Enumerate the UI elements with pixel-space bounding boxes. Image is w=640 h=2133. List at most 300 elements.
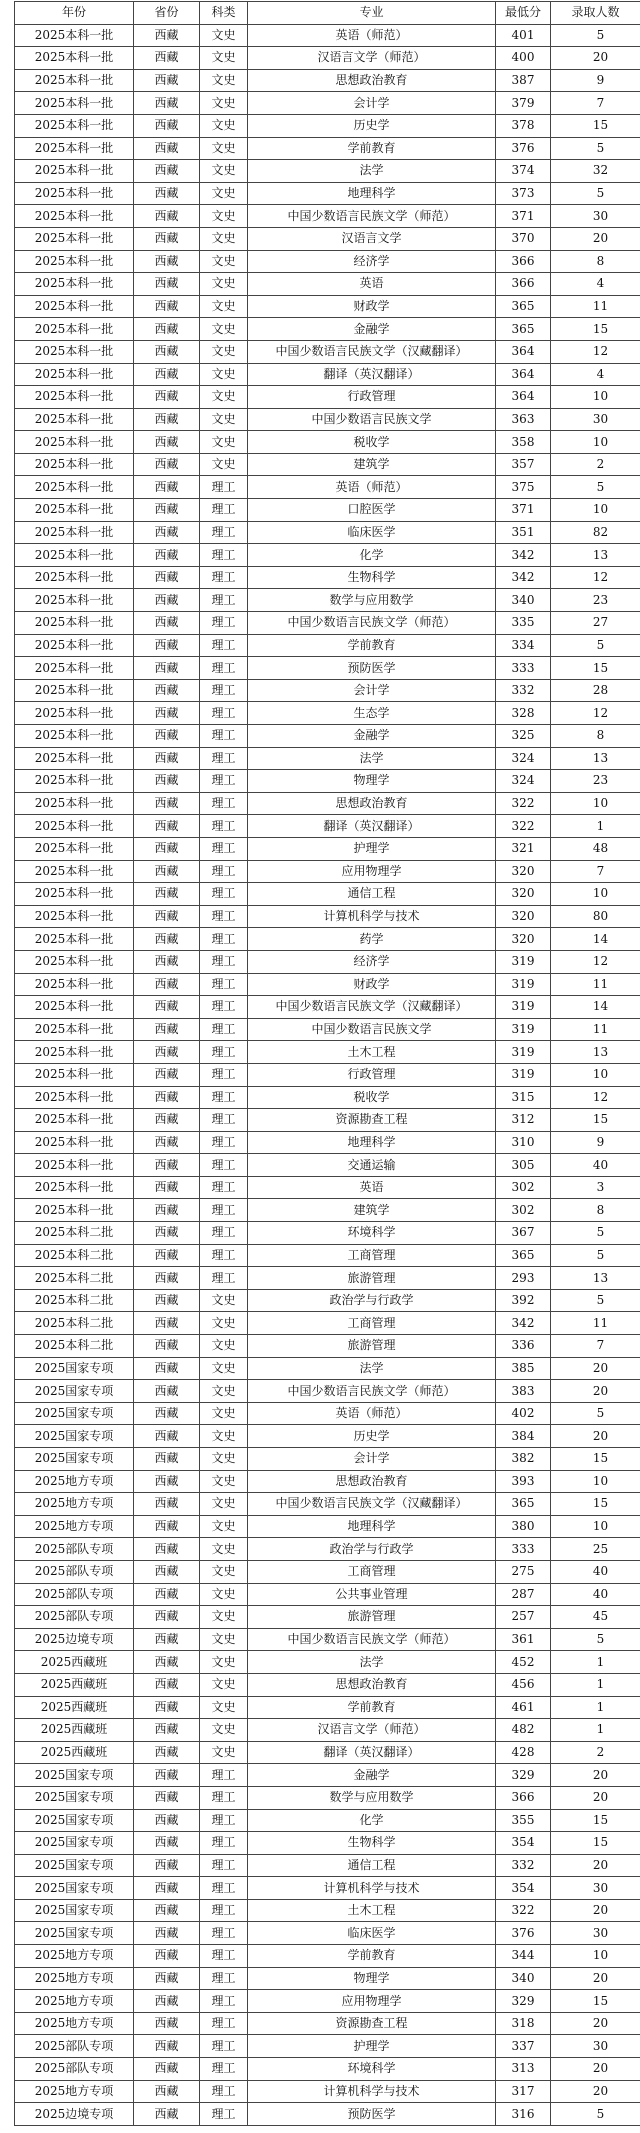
cell-province: 西藏 bbox=[134, 1967, 200, 1990]
cell-admitted-count: 1 bbox=[551, 1696, 640, 1719]
cell-year: 2025本科一批 bbox=[15, 1086, 134, 1109]
table-row bbox=[15, 1741, 640, 1764]
cell-min-score: 376 bbox=[496, 1922, 551, 1945]
cell-category: 文史 bbox=[200, 1312, 248, 1335]
table-row bbox=[15, 634, 640, 657]
table-row bbox=[15, 1154, 640, 1177]
cell-province: 西藏 bbox=[134, 182, 200, 205]
cell-province: 西藏 bbox=[134, 905, 200, 928]
cell-category: 文史 bbox=[200, 1628, 248, 1651]
cell-province: 西藏 bbox=[134, 1583, 200, 1606]
cell-province: 西藏 bbox=[134, 1945, 200, 1968]
cell-major: 学前教育 bbox=[248, 1696, 496, 1719]
cell-year: 2025西藏班 bbox=[15, 1719, 134, 1742]
cell-major: 英语（师范） bbox=[248, 24, 496, 47]
cell-min-score: 320 bbox=[496, 905, 551, 928]
cell-category: 理工 bbox=[200, 1222, 248, 1245]
cell-category: 文史 bbox=[200, 273, 248, 296]
cell-year: 2025本科一批 bbox=[15, 1109, 134, 1132]
cell-year: 2025本科一批 bbox=[15, 589, 134, 612]
header-province: 省份 bbox=[134, 2, 200, 25]
cell-year: 2025本科一批 bbox=[15, 386, 134, 409]
table-row bbox=[15, 1990, 640, 2013]
table-row bbox=[15, 1063, 640, 1086]
cell-year: 2025本科一批 bbox=[15, 837, 134, 860]
cell-province: 西藏 bbox=[134, 1018, 200, 1041]
cell-year: 2025本科一批 bbox=[15, 634, 134, 657]
cell-category: 文史 bbox=[200, 1357, 248, 1380]
cell-admitted-count: 13 bbox=[551, 1267, 640, 1290]
table-row bbox=[15, 137, 640, 160]
cell-year: 2025本科一批 bbox=[15, 227, 134, 250]
cell-province: 西藏 bbox=[134, 1199, 200, 1222]
cell-min-score: 354 bbox=[496, 1832, 551, 1855]
cell-admitted-count: 15 bbox=[551, 1990, 640, 2013]
cell-min-score: 371 bbox=[496, 205, 551, 228]
cell-admitted-count: 15 bbox=[551, 318, 640, 341]
cell-admitted-count: 5 bbox=[551, 137, 640, 160]
cell-major: 英语（师范） bbox=[248, 476, 496, 499]
cell-year: 2025地方专项 bbox=[15, 2012, 134, 2035]
table-row bbox=[15, 1222, 640, 1245]
table-row bbox=[15, 973, 640, 996]
cell-admitted-count: 5 bbox=[551, 1289, 640, 1312]
cell-min-score: 310 bbox=[496, 1131, 551, 1154]
cell-admitted-count: 8 bbox=[551, 1199, 640, 1222]
cell-major: 生态学 bbox=[248, 702, 496, 725]
table-row bbox=[15, 1877, 640, 1900]
table-row bbox=[15, 905, 640, 928]
cell-major: 通信工程 bbox=[248, 1854, 496, 1877]
cell-min-score: 334 bbox=[496, 634, 551, 657]
cell-major: 生物科学 bbox=[248, 566, 496, 589]
table-row bbox=[15, 1312, 640, 1335]
cell-admitted-count: 30 bbox=[551, 205, 640, 228]
cell-admitted-count: 2 bbox=[551, 453, 640, 476]
cell-category: 理工 bbox=[200, 657, 248, 680]
cell-province: 西藏 bbox=[134, 205, 200, 228]
cell-year: 2025本科一批 bbox=[15, 725, 134, 748]
cell-year: 2025边境专项 bbox=[15, 1628, 134, 1651]
table-row bbox=[15, 1335, 640, 1358]
table-row bbox=[15, 1357, 640, 1380]
table-row bbox=[15, 1945, 640, 1968]
cell-min-score: 452 bbox=[496, 1651, 551, 1674]
cell-category: 理工 bbox=[200, 1154, 248, 1177]
cell-year: 2025本科二批 bbox=[15, 1222, 134, 1245]
cell-min-score: 370 bbox=[496, 227, 551, 250]
cell-category: 理工 bbox=[200, 1877, 248, 1900]
cell-admitted-count: 13 bbox=[551, 544, 640, 567]
table-row bbox=[15, 1899, 640, 1922]
table-row bbox=[15, 725, 640, 748]
cell-province: 西藏 bbox=[134, 227, 200, 250]
table-row bbox=[15, 408, 640, 431]
table-row bbox=[15, 182, 640, 205]
table-row bbox=[15, 1448, 640, 1471]
cell-min-score: 379 bbox=[496, 92, 551, 115]
cell-admitted-count: 20 bbox=[551, 1854, 640, 1877]
cell-min-score: 332 bbox=[496, 679, 551, 702]
cell-major: 化学 bbox=[248, 544, 496, 567]
cell-year: 2025本科一批 bbox=[15, 431, 134, 454]
cell-province: 西藏 bbox=[134, 837, 200, 860]
cell-year: 2025本科一批 bbox=[15, 905, 134, 928]
cell-year: 2025部队专项 bbox=[15, 1560, 134, 1583]
cell-min-score: 378 bbox=[496, 114, 551, 137]
cell-admitted-count: 4 bbox=[551, 363, 640, 386]
cell-category: 理工 bbox=[200, 1131, 248, 1154]
cell-category: 理工 bbox=[200, 1109, 248, 1132]
cell-category: 理工 bbox=[200, 2058, 248, 2081]
cell-major: 中国少数语言民族文学（师范） bbox=[248, 1380, 496, 1403]
cell-major: 汉语言文学（师范） bbox=[248, 1719, 496, 1742]
cell-year: 2025本科一批 bbox=[15, 1041, 134, 1064]
cell-province: 西藏 bbox=[134, 340, 200, 363]
table-row bbox=[15, 566, 640, 589]
cell-major: 物理学 bbox=[248, 770, 496, 793]
cell-min-score: 401 bbox=[496, 24, 551, 47]
cell-major: 建筑学 bbox=[248, 1199, 496, 1222]
cell-year: 2025本科二批 bbox=[15, 1244, 134, 1267]
cell-province: 西藏 bbox=[134, 363, 200, 386]
cell-major: 学前教育 bbox=[248, 137, 496, 160]
cell-major: 法学 bbox=[248, 160, 496, 183]
cell-year: 2025本科一批 bbox=[15, 1176, 134, 1199]
cell-category: 理工 bbox=[200, 544, 248, 567]
cell-min-score: 315 bbox=[496, 1086, 551, 1109]
table-row bbox=[15, 1854, 640, 1877]
cell-category: 文史 bbox=[200, 408, 248, 431]
cell-major: 旅游管理 bbox=[248, 1335, 496, 1358]
cell-admitted-count: 20 bbox=[551, 1786, 640, 1809]
cell-category: 理工 bbox=[200, 973, 248, 996]
cell-province: 西藏 bbox=[134, 2035, 200, 2058]
table-row bbox=[15, 702, 640, 725]
cell-year: 2025西藏班 bbox=[15, 1651, 134, 1674]
cell-year: 2025本科一批 bbox=[15, 453, 134, 476]
table-row bbox=[15, 1786, 640, 1809]
cell-year: 2025本科一批 bbox=[15, 950, 134, 973]
cell-min-score: 333 bbox=[496, 657, 551, 680]
cell-year: 2025部队专项 bbox=[15, 1583, 134, 1606]
cell-min-score: 365 bbox=[496, 1244, 551, 1267]
cell-province: 西藏 bbox=[134, 318, 200, 341]
cell-min-score: 373 bbox=[496, 182, 551, 205]
cell-year: 2025国家专项 bbox=[15, 1357, 134, 1380]
cell-category: 理工 bbox=[200, 1990, 248, 2013]
cell-major: 中国少数语言民族文学（师范） bbox=[248, 1628, 496, 1651]
cell-major: 土木工程 bbox=[248, 1899, 496, 1922]
table-row bbox=[15, 770, 640, 793]
cell-province: 西藏 bbox=[134, 702, 200, 725]
table-row bbox=[15, 815, 640, 838]
cell-major: 物理学 bbox=[248, 1967, 496, 1990]
table-row bbox=[15, 1131, 640, 1154]
cell-major: 资源勘查工程 bbox=[248, 1109, 496, 1132]
cell-province: 西藏 bbox=[134, 1470, 200, 1493]
cell-min-score: 337 bbox=[496, 2035, 551, 2058]
cell-year: 2025本科二批 bbox=[15, 1312, 134, 1335]
cell-province: 西藏 bbox=[134, 1041, 200, 1064]
cell-year: 2025地方专项 bbox=[15, 1470, 134, 1493]
cell-major: 口腔医学 bbox=[248, 499, 496, 522]
cell-admitted-count: 20 bbox=[551, 2012, 640, 2035]
cell-province: 西藏 bbox=[134, 928, 200, 951]
cell-year: 2025国家专项 bbox=[15, 1380, 134, 1403]
cell-province: 西藏 bbox=[134, 950, 200, 973]
table-row bbox=[15, 47, 640, 70]
cell-admitted-count: 5 bbox=[551, 1222, 640, 1245]
cell-year: 2025本科一批 bbox=[15, 566, 134, 589]
header-admitted-count: 录取人数 bbox=[551, 2, 640, 25]
cell-category: 理工 bbox=[200, 1809, 248, 1832]
cell-major: 交通运输 bbox=[248, 1154, 496, 1177]
cell-category: 文史 bbox=[200, 1673, 248, 1696]
cell-category: 理工 bbox=[200, 589, 248, 612]
cell-category: 理工 bbox=[200, 928, 248, 951]
table-row bbox=[15, 476, 640, 499]
cell-major: 公共事业管理 bbox=[248, 1583, 496, 1606]
cell-category: 文史 bbox=[200, 1560, 248, 1583]
cell-province: 西藏 bbox=[134, 792, 200, 815]
cell-min-score: 325 bbox=[496, 725, 551, 748]
cell-admitted-count: 12 bbox=[551, 566, 640, 589]
table-row bbox=[15, 1267, 640, 1290]
cell-admitted-count: 10 bbox=[551, 1470, 640, 1493]
cell-province: 西藏 bbox=[134, 1402, 200, 1425]
cell-admitted-count: 28 bbox=[551, 679, 640, 702]
cell-admitted-count: 5 bbox=[551, 1244, 640, 1267]
cell-year: 2025国家专项 bbox=[15, 1877, 134, 1900]
cell-major: 思想政治教育 bbox=[248, 792, 496, 815]
cell-province: 西藏 bbox=[134, 1493, 200, 1516]
cell-year: 2025国家专项 bbox=[15, 1402, 134, 1425]
cell-min-score: 361 bbox=[496, 1628, 551, 1651]
cell-min-score: 287 bbox=[496, 1583, 551, 1606]
cell-year: 2025本科一批 bbox=[15, 973, 134, 996]
cell-province: 西藏 bbox=[134, 1425, 200, 1448]
cell-category: 理工 bbox=[200, 2012, 248, 2035]
cell-year: 2025西藏班 bbox=[15, 1673, 134, 1696]
cell-admitted-count: 12 bbox=[551, 702, 640, 725]
cell-min-score: 319 bbox=[496, 996, 551, 1019]
cell-province: 西藏 bbox=[134, 2058, 200, 2081]
cell-admitted-count: 1 bbox=[551, 1673, 640, 1696]
cell-min-score: 375 bbox=[496, 476, 551, 499]
cell-year: 2025本科一批 bbox=[15, 92, 134, 115]
cell-min-score: 329 bbox=[496, 1764, 551, 1787]
cell-major: 法学 bbox=[248, 1651, 496, 1674]
cell-admitted-count: 10 bbox=[551, 431, 640, 454]
cell-province: 西藏 bbox=[134, 476, 200, 499]
cell-year: 2025本科二批 bbox=[15, 1335, 134, 1358]
cell-province: 西藏 bbox=[134, 1222, 200, 1245]
table-row bbox=[15, 1086, 640, 1109]
cell-min-score: 324 bbox=[496, 747, 551, 770]
cell-year: 2025地方专项 bbox=[15, 1967, 134, 1990]
cell-admitted-count: 14 bbox=[551, 928, 640, 951]
cell-min-score: 355 bbox=[496, 1809, 551, 1832]
cell-major: 通信工程 bbox=[248, 883, 496, 906]
cell-major: 会计学 bbox=[248, 92, 496, 115]
cell-year: 2025本科一批 bbox=[15, 792, 134, 815]
cell-year: 2025本科二批 bbox=[15, 1289, 134, 1312]
table-row bbox=[15, 1628, 640, 1651]
cell-admitted-count: 8 bbox=[551, 250, 640, 273]
cell-province: 西藏 bbox=[134, 2103, 200, 2126]
cell-category: 理工 bbox=[200, 2103, 248, 2126]
cell-major: 汉语言文学（师范） bbox=[248, 47, 496, 70]
table-row bbox=[15, 386, 640, 409]
cell-category: 理工 bbox=[200, 905, 248, 928]
cell-min-score: 318 bbox=[496, 2012, 551, 2035]
cell-min-score: 400 bbox=[496, 47, 551, 70]
cell-year: 2025国家专项 bbox=[15, 1899, 134, 1922]
cell-min-score: 367 bbox=[496, 1222, 551, 1245]
table-row bbox=[15, 1515, 640, 1538]
cell-province: 西藏 bbox=[134, 1538, 200, 1561]
cell-major: 政治学与行政学 bbox=[248, 1289, 496, 1312]
cell-year: 2025本科一批 bbox=[15, 1154, 134, 1177]
cell-major: 预防医学 bbox=[248, 657, 496, 680]
cell-major: 会计学 bbox=[248, 1448, 496, 1471]
table-row bbox=[15, 1719, 640, 1742]
cell-category: 文史 bbox=[200, 227, 248, 250]
cell-major: 金融学 bbox=[248, 1764, 496, 1787]
cell-major: 历史学 bbox=[248, 114, 496, 137]
cell-year: 2025本科一批 bbox=[15, 137, 134, 160]
cell-category: 文史 bbox=[200, 1651, 248, 1674]
cell-major: 计算机科学与技术 bbox=[248, 905, 496, 928]
cell-min-score: 320 bbox=[496, 883, 551, 906]
cell-year: 2025本科一批 bbox=[15, 408, 134, 431]
cell-category: 文史 bbox=[200, 250, 248, 273]
cell-admitted-count: 4 bbox=[551, 273, 640, 296]
cell-category: 理工 bbox=[200, 1063, 248, 1086]
cell-category: 文史 bbox=[200, 1470, 248, 1493]
cell-province: 西藏 bbox=[134, 1560, 200, 1583]
cell-year: 2025本科一批 bbox=[15, 612, 134, 635]
cell-province: 西藏 bbox=[134, 1380, 200, 1403]
cell-admitted-count: 40 bbox=[551, 1560, 640, 1583]
cell-admitted-count: 7 bbox=[551, 1335, 640, 1358]
cell-major: 中国少数语言民族文学 bbox=[248, 408, 496, 431]
cell-admitted-count: 5 bbox=[551, 182, 640, 205]
cell-province: 西藏 bbox=[134, 1764, 200, 1787]
cell-province: 西藏 bbox=[134, 453, 200, 476]
table-row bbox=[15, 1425, 640, 1448]
cell-min-score: 365 bbox=[496, 295, 551, 318]
cell-major: 金融学 bbox=[248, 318, 496, 341]
cell-year: 2025本科一批 bbox=[15, 1063, 134, 1086]
cell-category: 理工 bbox=[200, 1176, 248, 1199]
cell-min-score: 322 bbox=[496, 1899, 551, 1922]
cell-admitted-count: 20 bbox=[551, 1357, 640, 1380]
cell-min-score: 366 bbox=[496, 273, 551, 296]
cell-province: 西藏 bbox=[134, 137, 200, 160]
cell-year: 2025地方专项 bbox=[15, 1945, 134, 1968]
cell-year: 2025本科一批 bbox=[15, 363, 134, 386]
cell-province: 西藏 bbox=[134, 1628, 200, 1651]
table-row bbox=[15, 205, 640, 228]
cell-admitted-count: 20 bbox=[551, 2080, 640, 2103]
cell-admitted-count: 15 bbox=[551, 1832, 640, 1855]
cell-category: 理工 bbox=[200, 521, 248, 544]
cell-category: 理工 bbox=[200, 1786, 248, 1809]
cell-major: 税收学 bbox=[248, 1086, 496, 1109]
cell-category: 理工 bbox=[200, 2080, 248, 2103]
cell-major: 护理学 bbox=[248, 2035, 496, 2058]
cell-min-score: 322 bbox=[496, 815, 551, 838]
cell-min-score: 316 bbox=[496, 2103, 551, 2126]
cell-major: 财政学 bbox=[248, 295, 496, 318]
cell-category: 文史 bbox=[200, 1606, 248, 1629]
cell-year: 2025国家专项 bbox=[15, 1854, 134, 1877]
cell-min-score: 319 bbox=[496, 1041, 551, 1064]
table-row bbox=[15, 160, 640, 183]
admission-table bbox=[14, 1, 640, 2126]
cell-year: 2025本科一批 bbox=[15, 1199, 134, 1222]
cell-min-score: 393 bbox=[496, 1470, 551, 1493]
cell-major: 财政学 bbox=[248, 973, 496, 996]
cell-min-score: 332 bbox=[496, 1854, 551, 1877]
cell-admitted-count: 10 bbox=[551, 1945, 640, 1968]
cell-province: 西藏 bbox=[134, 566, 200, 589]
table-row bbox=[15, 837, 640, 860]
cell-province: 西藏 bbox=[134, 1854, 200, 1877]
table-row bbox=[15, 1673, 640, 1696]
cell-admitted-count: 1 bbox=[551, 1651, 640, 1674]
table-row bbox=[15, 2103, 640, 2126]
cell-min-score: 387 bbox=[496, 69, 551, 92]
cell-province: 西藏 bbox=[134, 1719, 200, 1742]
cell-year: 2025国家专项 bbox=[15, 1832, 134, 1855]
cell-province: 西藏 bbox=[134, 499, 200, 522]
cell-min-score: 392 bbox=[496, 1289, 551, 1312]
cell-admitted-count: 15 bbox=[551, 1809, 640, 1832]
table-row bbox=[15, 1651, 640, 1674]
table-row bbox=[15, 2012, 640, 2035]
cell-major: 环境科学 bbox=[248, 1222, 496, 1245]
cell-category: 文史 bbox=[200, 1741, 248, 1764]
cell-min-score: 329 bbox=[496, 1990, 551, 2013]
cell-admitted-count: 10 bbox=[551, 883, 640, 906]
table-row bbox=[15, 431, 640, 454]
cell-province: 西藏 bbox=[134, 521, 200, 544]
cell-province: 西藏 bbox=[134, 1267, 200, 1290]
cell-major: 资源勘查工程 bbox=[248, 2012, 496, 2035]
cell-province: 西藏 bbox=[134, 725, 200, 748]
cell-admitted-count: 82 bbox=[551, 521, 640, 544]
cell-major: 法学 bbox=[248, 1357, 496, 1380]
cell-category: 文史 bbox=[200, 318, 248, 341]
cell-min-score: 336 bbox=[496, 1335, 551, 1358]
cell-admitted-count: 30 bbox=[551, 1877, 640, 1900]
cell-category: 理工 bbox=[200, 747, 248, 770]
cell-year: 2025本科一批 bbox=[15, 702, 134, 725]
cell-major: 政治学与行政学 bbox=[248, 1538, 496, 1561]
cell-admitted-count: 10 bbox=[551, 386, 640, 409]
cell-category: 理工 bbox=[200, 634, 248, 657]
cell-min-score: 257 bbox=[496, 1606, 551, 1629]
cell-province: 西藏 bbox=[134, 386, 200, 409]
cell-year: 2025本科一批 bbox=[15, 860, 134, 883]
cell-province: 西藏 bbox=[134, 657, 200, 680]
cell-category: 文史 bbox=[200, 137, 248, 160]
table-row bbox=[15, 1493, 640, 1516]
cell-major: 英语 bbox=[248, 1176, 496, 1199]
